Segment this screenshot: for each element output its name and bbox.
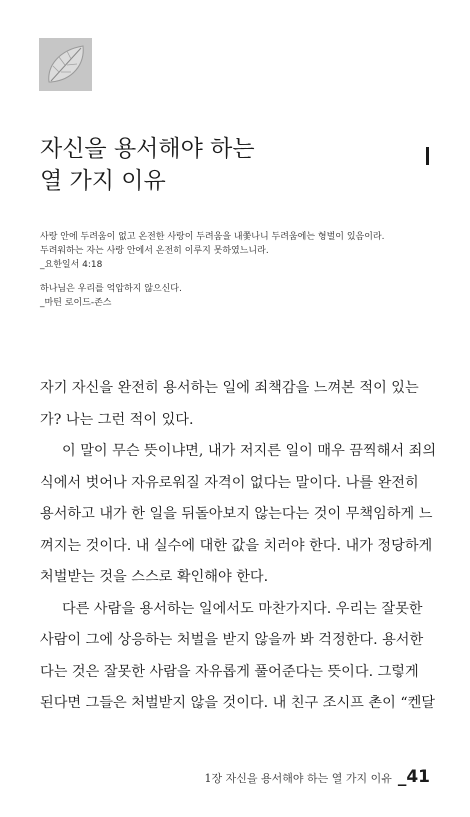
epigraph-quote-2-source: _마틴 로이드-존스 <box>40 298 112 308</box>
body-line: 다른 사람을 용서하는 일에서도 마찬가지다. 우리는 잘못한 <box>62 600 423 617</box>
epigraph-quote-2-line-1: 하나님은 우리를 억압하지 않으신다. <box>40 284 182 294</box>
body-line: 이 말이 무슨 뜻이냐면, 내가 저지른 일이 매우 끔찍해서 죄의 <box>62 443 437 459</box>
page-number: _41 <box>397 767 430 787</box>
leaf-image <box>39 38 92 91</box>
body-line: 가? 나는 그런 적이 있다. <box>40 411 194 428</box>
body-line: 자기 자신을 완전히 용서하는 일에 죄책감을 느껴본 적이 있는 <box>40 380 419 396</box>
body-line: 된다면 그들은 처벌받지 않을 것이다. 내 친구 조시프 촌이 “켄달 <box>40 695 435 711</box>
chapter-title-line-1: 자신을 용서해야 하는 <box>40 136 255 162</box>
body-line: 식에서 벗어나 자유로워질 자격이 없다는 말이다. 나를 완전히 <box>40 474 419 491</box>
chapter-title-line-2: 열 가지 이유 <box>40 168 166 194</box>
body-text <box>40 373 440 720</box>
body-line: 껴지는 것이다. 내 실수에 대한 값을 치러야 한다. 내가 정당하게 <box>40 537 433 554</box>
running-head: 1장 자신을 용서해야 하는 열 가지 이유 <box>204 772 392 785</box>
chapter-title <box>40 133 255 197</box>
chapter-marker-bar <box>426 147 429 165</box>
epigraph <box>40 230 440 310</box>
body-line: 다는 것은 잘못한 사람을 자유롭게 풀어준다는 뜻이다. 그렇게 <box>40 663 419 680</box>
page-footer <box>204 769 430 786</box>
leaf-icon <box>39 38 92 91</box>
epigraph-quote-1-source: _요한일서 4:18 <box>40 260 103 270</box>
body-line: 용서하고 내가 한 일을 뒤돌아보지 않는다는 것이 무책임하게 느 <box>40 506 433 522</box>
epigraph-quote-1-line-1: 사랑 안에 두려움이 없고 온전한 사랑이 두려움을 내쫓나니 두려움에는 형벌이 있음이라. <box>40 232 385 242</box>
body-line: 처벌받는 것을 스스로 확인해야 한다. <box>40 569 269 585</box>
body-line: 사람이 그에 상응하는 처벌을 받지 않을까 봐 걱정한다. 용서한 <box>40 632 424 648</box>
epigraph-quote-1-line-2: 두려워하는 자는 사랑 안에서 온전히 이루지 못하였느니라. <box>40 246 269 256</box>
